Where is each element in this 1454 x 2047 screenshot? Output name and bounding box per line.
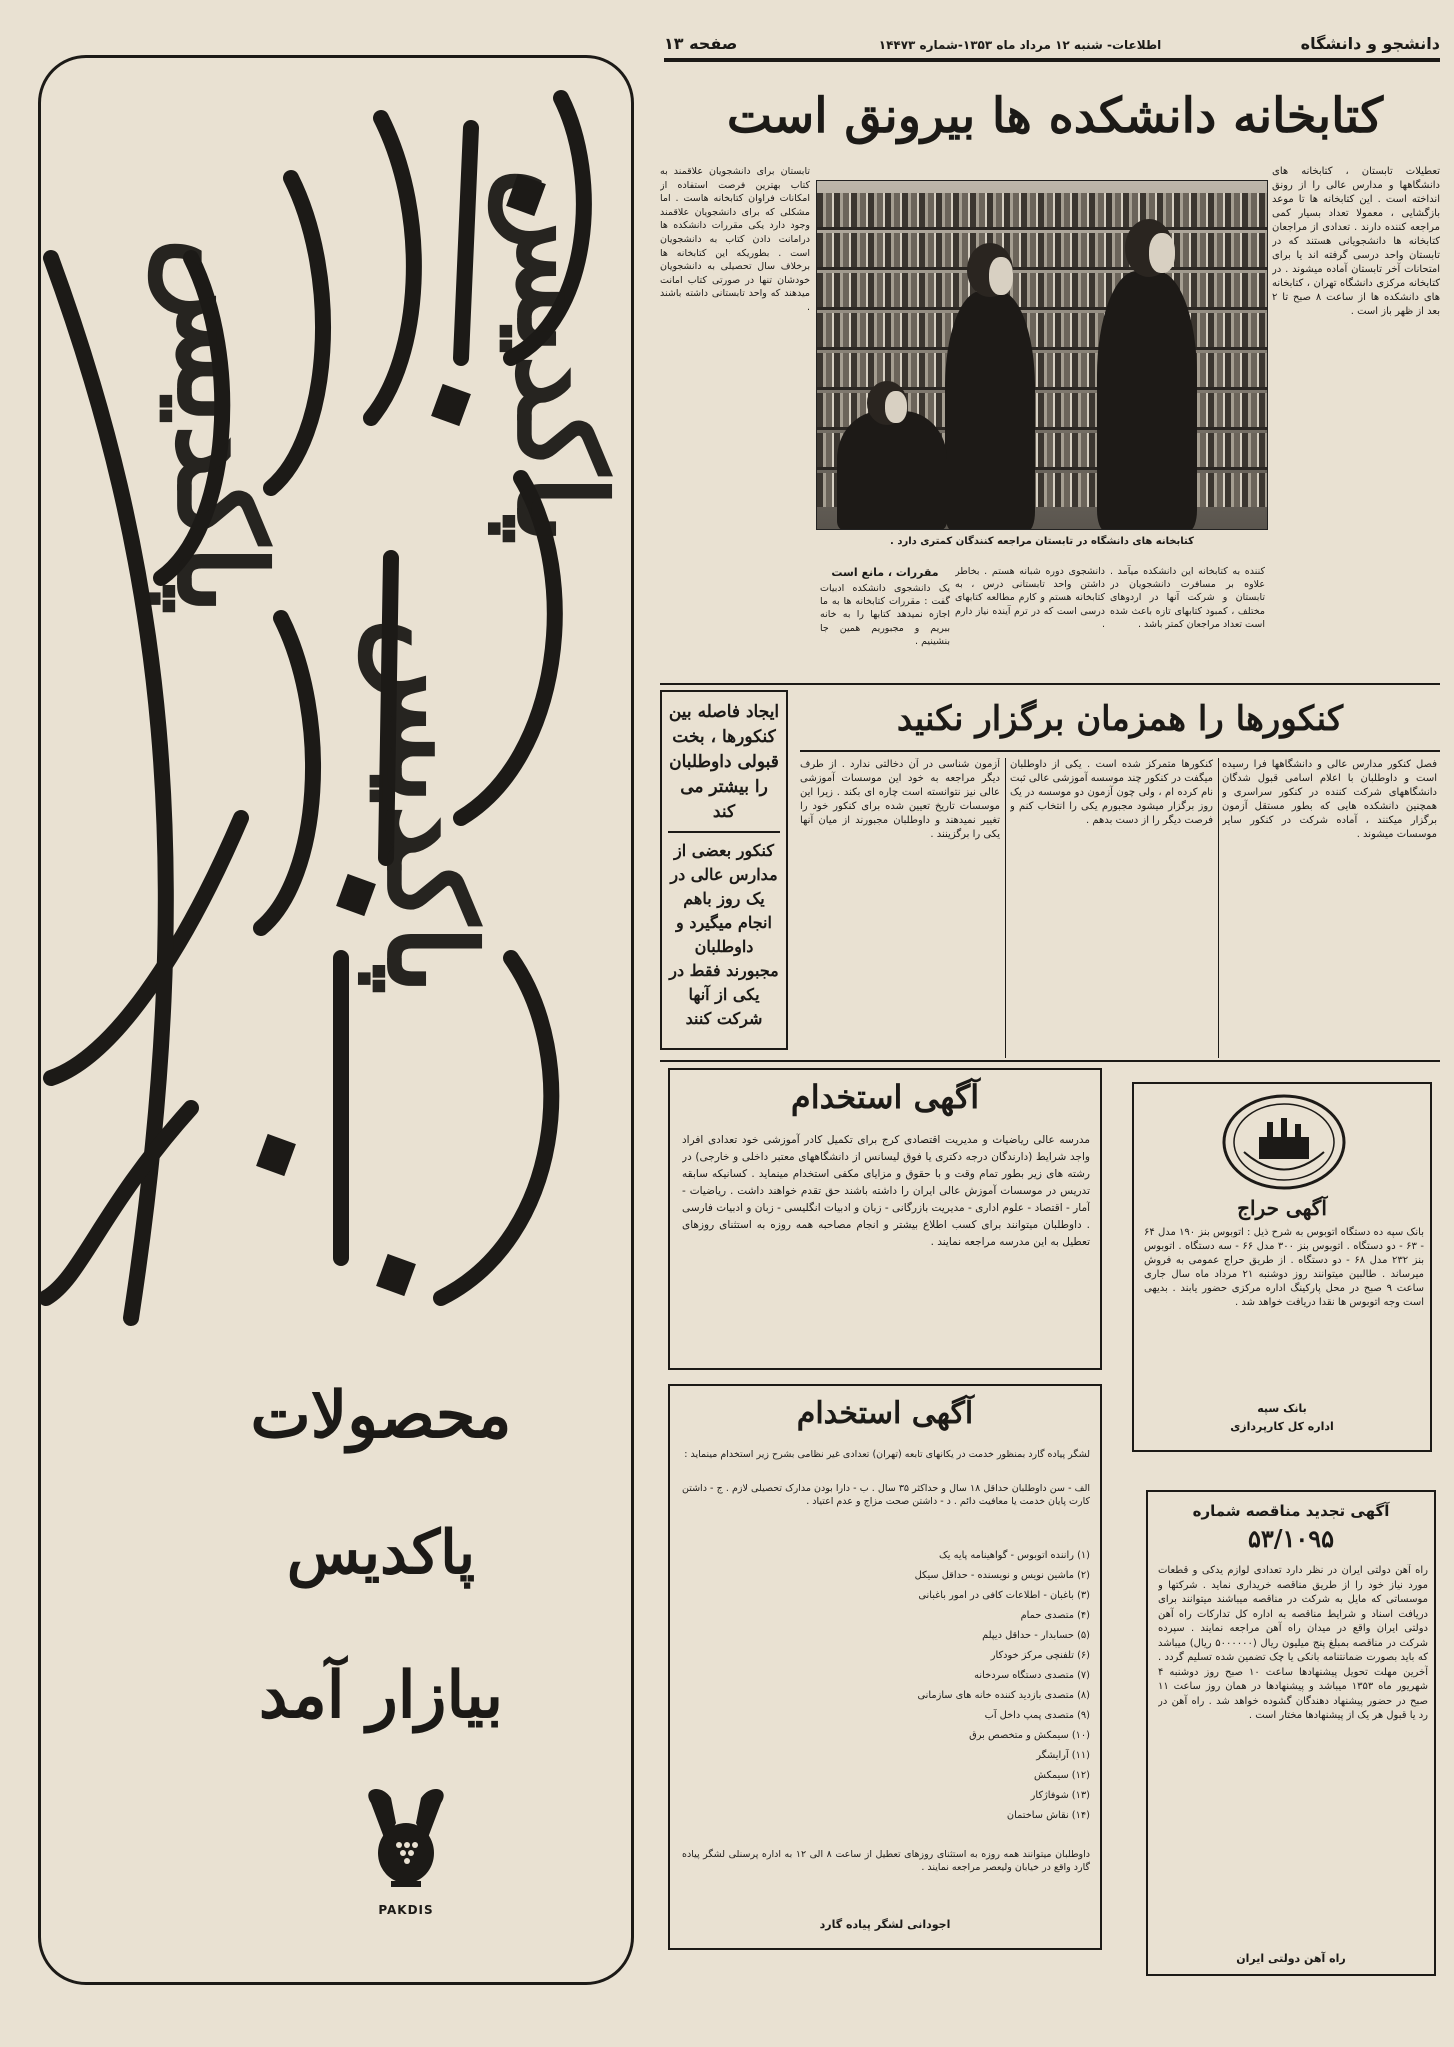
library-photo bbox=[816, 180, 1268, 530]
employment-ad-1-title: آگهی استخدام bbox=[790, 1078, 980, 1116]
library-col-right: تعطیلات تابستان ، کتابخانه های دانشگاهها و مدارس عالی را از رونق انداخته است . این کتابخانه ها تا موعد بازگشایی ، معمولا تعداد بسیار کمی مراجعه کننده دارند . تعدادی از مراجعان کتابخانه ها دانشجویانی هستند که در تابستان واحد درسی گرفته اند یا برای امتحانات آخر تابستان آماده میشوند . در کتابخانه مرکزی دانشگاه تهران ، کتابخانه های دانشکده ها از ساعت ۸ صبح تا ۲ بعد از ظهر باز است . bbox=[1272, 166, 1440, 317]
job-item: (۶) تلفنچی مرکز خودکار bbox=[990, 1650, 1090, 1661]
calligraphy-stroke bbox=[371, 118, 414, 418]
konkur-col-c: آزمون شناسی در آن دخالتی ندارد . از طرف دیگر مراجعه به خود این موسسات آموزشی عالی نیز نتوانسته است چاره ای بکند . زیرا این موسسات تاریخ تعیین شده برای کنکور خود را تغییر نمیدهند و داوطلبان مجبورند از میان آنها یکی را برگزینند . bbox=[800, 759, 1000, 840]
section-title: دانشجو و دانشگاه bbox=[1300, 34, 1440, 53]
calligraphy-stroke bbox=[461, 128, 471, 358]
konkur-sidebar-text-2: کنکور بعضی از مدارس عالی در یک روز باهم انجام میگیرد و داوطلبان مجبورند فقط در یکی از آنها شرکت کنند bbox=[669, 841, 779, 1028]
header-rule bbox=[664, 58, 1440, 62]
auction-body: بانک سپه ده دستگاه اتوبوس به شرح ذیل : اتوبوس بنز ۱۹۰ مدل ۶۴ - ۶۳ - دو دستگاه . اتوبوس بنز ۳۰۰ مدل ۶۶ - سه دستگاه . اتوبوس بنز ۲۳۲ مدل ۶۸ - دو دستگاه . از طریق حراج عمومی به فروش میرساند . طالبین میتوانند روز دوشنبه ۲۱ مرداد ماه سال جاری ساعت ۹ صبح در محل پارکینگ اداره مرکزی حضور یابند . بدیهی است وجه اتوبوس ها نقدا دریافت خواهد شد . bbox=[1144, 1227, 1424, 1308]
konkur-headline: کنکورها را همزمان برگزار نکنید bbox=[896, 699, 1344, 739]
employment-ad-2-title: آگهی استخدام bbox=[796, 1396, 974, 1431]
student-figure bbox=[1097, 271, 1197, 530]
job-item: (۴) متصدی حمام bbox=[1020, 1610, 1090, 1621]
konkur-rule bbox=[800, 750, 1440, 752]
tender-ad bbox=[1146, 1490, 1436, 1976]
employment-ad-2-conditions: الف - سن داوطلبان حداقل ۱۸ سال و حداکثر ۳۵ سال . ب - دارا بودن مدارک تحصیلی لازم . ج - داشتن کارت پایان خدمت یا معافیت دائم . د - داشتن صحت مزاج و عدم اعتیاد . bbox=[682, 1483, 1090, 1508]
konkur-sidebar bbox=[660, 690, 788, 1050]
bank-emblem-icon bbox=[1219, 1092, 1349, 1192]
library-photo-caption: کتابخانه های دانشگاه در تابستان مراجعه کنندگان کمتری دارد . bbox=[890, 536, 1194, 547]
job-item: (۱۴) نقاش ساختمان bbox=[1006, 1810, 1090, 1821]
auction-signature-2: اداره کل کارپردازی bbox=[1230, 1420, 1334, 1433]
auction-signature-1: بانک سپه bbox=[1257, 1402, 1307, 1415]
job-item: (۱۲) سیمکش bbox=[1033, 1770, 1090, 1781]
employment-ad-2-footer: داوطلبان میتوانند همه روزه به استثنای روزهای تعطیل از ساعت ۸ الی ۱۲ به اداره پرسنلی لشگر پیاده گارد واقع در خیابان ولیعصر مراجعه نمایند . bbox=[682, 1849, 1090, 1874]
job-item: (۵) حسابدار - حداقل دیپلم bbox=[982, 1630, 1090, 1641]
auction-ad bbox=[1132, 1082, 1432, 1452]
pakdis-slogan-line2: پاکدیس bbox=[286, 1518, 476, 1588]
library-foot-2: دانشجوی دوره شبانه هستم . بخاطر داشتن واحد تابستانی درس ، به کتابخانه هستم و کارم مطالعه کتابهای درسی است که در ترم آینده نیاز دارم . bbox=[955, 566, 1105, 630]
job-item: (۹) متصدی پمپ داخل آب bbox=[984, 1710, 1090, 1721]
auction-title: آگهی حراج bbox=[1237, 1196, 1327, 1220]
calligraphy-dot bbox=[376, 1254, 416, 1296]
job-item: (۳) باغبان - اطلاعات کافی در امور باغبانی bbox=[918, 1590, 1090, 1601]
page-number: صفحه ۱۳ bbox=[664, 34, 738, 53]
job-item: (۱۱) آرایشگر bbox=[1036, 1750, 1090, 1761]
job-item: (۱) راننده اتوبوس - گواهینامه پایه یک bbox=[938, 1550, 1090, 1561]
library-col-mid: تابستان برای دانشجویان علاقمند به کتاب بهترین فرصت استفاده از امکانات فراوان کتابخانه هاست . اما مشکلی که برای دانشجویان علاقمند وجود دارد یکی مقررات دانشکده ها درامانت دادن کتاب به دانشجویان است . بطوریکه این کتابخانه ها برخلاف سال تحصیلی به دانشجویان خودشان تنها در صورتی کتاب امانت میدهند که واحد تابستانی داشته باشند . bbox=[660, 166, 810, 313]
pakdis-big-word: پاکدیس bbox=[150, 238, 291, 615]
employment-ad-2-jobs bbox=[682, 1546, 1090, 1826]
pakdis-slogan-line1: محصولات bbox=[250, 1378, 512, 1453]
tender-signature: راه آهن دولتی ایران bbox=[1236, 1952, 1346, 1965]
calligraphy-stroke bbox=[441, 958, 551, 1298]
employment-ad-2 bbox=[668, 1384, 1102, 1950]
pakdis-logo-text: PAKDIS bbox=[378, 1903, 434, 1917]
dateline: اطلاعات- شنبه ۱۲ مرداد ماه ۱۳۵۳-شماره ۱۴۴۷۳ bbox=[878, 38, 1162, 52]
pakdis-slogan-line3: بیازار آمد bbox=[258, 1658, 504, 1733]
calligraphy-dot bbox=[431, 384, 471, 426]
pakdis-big-word: پاکدیس bbox=[360, 618, 501, 995]
pakdis-big-word: پاکدیس bbox=[490, 168, 631, 545]
calligraphy-stroke bbox=[46, 1108, 191, 1298]
pakdis-ad bbox=[38, 55, 634, 1985]
divider bbox=[660, 683, 1440, 685]
divider bbox=[660, 1060, 1440, 1062]
library-headline: کتابخانه دانشکده ها بیرونق است bbox=[726, 88, 1384, 144]
library-foot-3-title: مقررات ، مانع است bbox=[831, 566, 939, 579]
job-item: (۱۰) سیمکش و متخصص برق bbox=[969, 1730, 1090, 1741]
student-figure bbox=[837, 411, 947, 530]
tender-number: ۵۳/۱۰۹۵ bbox=[1247, 1524, 1335, 1553]
tender-title: آگهی تجدید مناقصه شماره bbox=[1192, 1502, 1390, 1520]
calligraphy-stroke bbox=[51, 818, 241, 1078]
employment-ad-1 bbox=[668, 1068, 1102, 1370]
job-item: (۲) ماشین نویس و نویسنده - حداقل سیکل bbox=[914, 1570, 1090, 1581]
tender-body: راه آهن دولتی ایران در نظر دارد تعدادی لوازم یدکی و قطعات مورد نیاز خود را از طریق مناقصه خریداری نماید . شرکتها و موسساتی که مایل به شرکت در مناقصه میباشند میتوانند برای دریافت اسناد و شرایط مناقصه به اداره کل تدارکات راه آهن دولتی ایران واقع در میدان راه آهن مراجعه نمایند . سپرده شرکت در مناقصه بمبلغ پنج میلیون ریال (۵۰۰۰۰۰۰ ریال) میباشد که باید بصورت ضمانتنامه بانکی یا چک تضمین شده تسلیم گردد . آخرین مهلت تحویل پیشنهادها ساعت ۱۰ صبح روز دوشنبه ۴ شهریور ماه ۱۳۵۳ میباشد و پیشنهادها در همان روز ساعت ۱۱ صبح در حضور پیشنهاد دهندگان گشوده خواهد شد . راه آهن در رد یا قبول هر یک از پیشنهادها مختار است . bbox=[1158, 1565, 1428, 1721]
job-item: (۱۳) شوفاژکار bbox=[1030, 1790, 1090, 1801]
job-item: (۸) متصدی بازدید کننده خانه های سازمانی bbox=[917, 1690, 1090, 1701]
student-figure bbox=[945, 291, 1035, 530]
calligraphy-dot bbox=[256, 1134, 296, 1176]
konkur-col-a: فصل کنکور مدارس عالی و دانشگاهها فرا رسیده است و داوطلبان با اعلام اسامی قبول شدگان دانشگاههای شرکت کننده در کنکور سراسری و همچنین دانشکده هایی که بطور مستقل آزمون برگزار میکنند ، آماده شرکت در کنکور سایر موسسات میشوند . bbox=[1222, 759, 1437, 840]
goat-logo-icon bbox=[351, 1783, 461, 1903]
job-item: (۷) متصدی دستگاه سردخانه bbox=[974, 1670, 1090, 1681]
konkur-sidebar-text-1: ایجاد فاصله بین کنکورها ، بخت قبولی داوطلبان را بیشتر می کند bbox=[668, 702, 780, 822]
calligraphy-stroke bbox=[261, 618, 313, 928]
employment-ad-2-intro: لشگر پیاده گارد بمنظور خدمت در یکانهای تابعه (تهران) تعدادی غیر نظامی بشرح زیر استخدام مینماید : bbox=[684, 1449, 1090, 1460]
konkur-col-b: کنکورها متمرکز شده است . یکی از داوطلبان میگفت در کنکور چند موسسه آموزشی عالی ثبت نام کرده ام ، ولی چون آزمون دو موسسه در یک روز برگزار میشود مجبورم یکی را انتخاب کنم و فرصت دیگر را از دست بدهم . bbox=[1010, 759, 1213, 826]
library-foot-3: یک دانشجوی دانشکده ادبیات گفت : مقررات کتابخانه ها به ما اجازه نمیدهد کتابها را به خانه ببریم و مجبوریم همین جا بنشینیم . bbox=[820, 583, 950, 647]
library-foot-1: کننده به کتابخانه این دانشکده میآمد . علاوه بر مسافرت دانشجویان در تابستان و شرکت آنها در اردوهای مختلف ، کمبود کتابهای تازه باعث شده است تعداد مراجعان کمتر باشد . bbox=[1110, 566, 1265, 630]
employment-ad-1-body: مدرسه عالی ریاضیات و مدیریت اقتصادی کرج برای تکمیل کادر آموزشی خود تعدادی افراد واجد شرایط (دارندگان درجه دکتری یا فوق لیسانس از دانشگاههای معتبر داخلی و خارجی) در رشته های زیر بطور تمام وقت و با حقوق و مزایای مکفی استخدام مینماید . کسانیکه سابقه تدریس در موسسات آموزش عالی ایران را داشته باشند حق تقدم خواهند داشت . ریاضیات - آمار - اقتصاد - علوم اداری - مدیریت بازرگانی - زبان و ادبیات انگلیسی - زبان و ادبیات فارسی . داوطلبان میتوانند برای کسب اطلاع بیشتر و انجام مصاحبه همه روزه به استثنای روزهای تعطیل به این مدرسه مراجعه نمایند . bbox=[682, 1134, 1090, 1248]
employment-ad-2-signature: اجودانی لشگر پیاده گارد bbox=[819, 1918, 951, 1931]
